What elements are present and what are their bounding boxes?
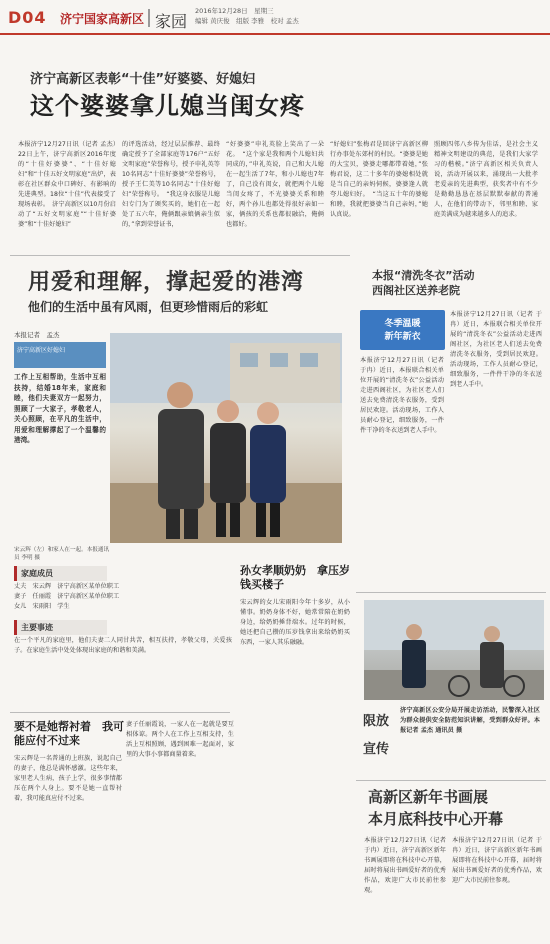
divider (356, 780, 546, 781)
header-divider (148, 9, 150, 27)
police-caption: 济宁高新区公安分局开展走访活动，民警深入社区为群众提供安全防范知识讲解，受到群众好评。本报记者 孟杰 通讯员 摄 (400, 707, 540, 734)
news-body-2: 本报济宁12月27日讯（记者 于冉）近日，济宁高新区新年书画展即将在科技中心开幕，届时将展出书画爱好者的优秀作品，欢迎广大市民前往参观。 (452, 837, 542, 884)
story1-column-3: “好婆婆”申礼英脸上笑出了一朵花。 “这个家是我和两个儿媳妇共同成的，”申礼英说，自己和大儿媳在一起生活了7年，和小儿媳也7年了，自己没有闺女，就把两个儿媳当闺女疼了，不光婆婆关系和睦好，两个孙儿也都处得很好亲如一家，俩孩的关系也都很融洽，俺俩也都好。 (226, 141, 324, 228)
honor-badge (14, 342, 106, 368)
badge-text: 济宁高新区好媳妇 (17, 347, 66, 354)
page-header (0, 0, 550, 34)
members-list (14, 582, 214, 612)
header-meta (195, 6, 299, 26)
story2-headline: 用爱和理解，撑起爱的港湾 (28, 269, 305, 295)
header-rule (0, 33, 550, 35)
news-body-1: 本报济宁12月27日讯（记者 于冉）近日，济宁高新区新年书画展即将在科技中心开幕，届时将展出书画爱好者的优秀作品，欢迎广大市民前往参观。 (364, 837, 446, 894)
sidebar-headline (372, 268, 474, 298)
divider (356, 592, 546, 593)
vertical-label (363, 708, 393, 764)
section-name: 家园 (155, 12, 188, 31)
date-line: 2016年12月28日 星期三 (195, 7, 274, 15)
story2-byline: 本报记者 孟杰 (14, 331, 60, 339)
sub1-title: 要不是她帮衬着 我可能应付不过来 (14, 720, 124, 747)
member-row: 妻子 任丽霞 济宁高新区某单位职工 (14, 593, 120, 600)
sidebar-body-1: 本报济宁12月27日讯（记者 于冉）近日，本报联合相关单位开展的“清洗冬衣”公益活动走进西阁社区，为社区老人们送去免费清洗冬衣服务，受到居民欢迎。活动现场，工作人员耐心登记，细致服务，一件件干净的冬衣送到老人手中。 (360, 357, 444, 434)
divider (10, 712, 230, 713)
brand-name: 济宁国家高新区 (60, 12, 145, 26)
story1-column-2: 的评选活动，经过层层推荐、最终确定授予了全部家庭等176户“五好文明家庭”荣誉称号，授予申礼英等10名同志“十佳好婆婆”荣誉称号，授予王仁美等10名同志“十佳好媳妇”荣誉称号。 “我这身衣服是儿媳妇专门为了颁奖买的，她们在一起处了五六年，俺俩跟亲娘俩亲生似的，”拿到荣誉证书， (122, 141, 220, 228)
deeds-box-title: 主要事迹 (14, 620, 107, 635)
member-row: 丈夫 宋云辉 济宁高新区某单位职工 (14, 583, 120, 590)
family-photo-illustration (110, 333, 342, 543)
sidebar-headline-line: 西阁社区送养老院 (372, 284, 460, 297)
sidebar-body-2: 本报济宁12月27日讯（记者 于冉）近日，本报联合相关单位开展的“清洗冬衣”公益活动走进西阁社区，为社区老人们送去免费清洗冬衣服务，受到居民欢迎。活动现场，工作人员耐心登记，细致服务，一件件干净的冬衣送到老人手中。 (450, 311, 542, 388)
story2-subhead: 他们的生活中虽有风雨，但更珍惜雨后的彩虹 (28, 300, 269, 314)
sidebar-headline-line: 本报“清洗冬衣”活动 (372, 269, 475, 282)
police-photo-illustration (364, 600, 544, 700)
members-box-title: 家庭成员 (14, 566, 107, 581)
sub2-title: 孙女孝顺奶奶 拿压岁钱买楼子 (240, 564, 350, 591)
sub1-body: 宋云辉是一名普通的上班族，说起自己的妻子，他总是满怀感激。这些年来，家里老人生病，孩子上学，很多事情都压在两个人身上。要不是她一直帮衬着，我可能真应付不过来。 (14, 755, 122, 802)
family-photo (110, 333, 342, 543)
news-headline-line: 高新区新年书画展 (368, 788, 489, 806)
editor-line: 编辑 黄庆俊 组版 李雅 校对 孟杰 (195, 17, 299, 25)
sub2-body: 宋云辉的女儿宋雨阳今年十多岁，从小懂事。奶奶身体不好，她常常陪在奶奶身边，给奶奶捶背端水。过年的时候，她还把自己攒的压岁钱拿出来给奶奶买东西，一家人其乐融融。 (240, 599, 350, 646)
story1-column-4: “好媳妇”张梅君是回济宁高新区柳行办事处东郊村的村民。“婆婆是她的大宝贝，婆婆走哪都带着她，”张梅君说，这二十多年的婆媳相处就是当自己的亲妈伺候，婆婆逢人就夸儿媳妇好。 “当这五十年的婆媳和睦，我就把婆婆当自己亲妈，”她认真说。 (330, 141, 428, 218)
story1-column-5: 照顾四邻八乡传为佳话，是社会主义精神文明建设的典范，是我们大家学习的楷模。”济宁高新区相关负责人说，活动开展以来，涌现出一大批孝老爱亲的先进典型，获奖者中有不少是勤勤恳恳在基层默默奉献的普通人，在他们的带动下，邻里和睦、家庭美满成为越来越多人的追求。 (434, 141, 538, 218)
news-headline-line: 本月底科技中心开幕 (368, 810, 504, 828)
photo-caption: 宋云辉（左）和家人在一起。本报通讯员 李明 摄 (14, 547, 110, 561)
story1-column-1: 本报济宁12月27日讯（记者 孟杰）22日上午，济宁高新区2016年度的“十佳好婆婆”、“十佳好媳妇”和“十佳五好文明家庭”出炉，表彰在社区群众中口碑好、有影响的先进典型。18位“十佳”代表接受了现场表彰。 济宁高新区以10月份启动了“五好文明家庭”“十佳好婆婆”和“十佳好媳妇” (18, 141, 116, 228)
deeds-text: 在一个平凡的家庭里，他们夫妻二人同甘共苦，相互扶持，孝敬父母，关爱孩子。在家庭生活中处处体现出家庭的和谐和美满。 (14, 637, 232, 654)
story2-mid-body: 妻子任丽霞说，一家人在一起就是要互相体谅。两个人在工作上互相支持，生活上互相照顾，遇到困难一起面对，家里的大事小事都商量着来。 (126, 721, 234, 758)
promo-line: 新年新衣 (384, 332, 421, 342)
police-photo (364, 600, 544, 700)
story1-kicker: 济宁高新区表彰“十佳”好婆婆、好媳妇 (30, 72, 256, 87)
vertical-label-line: 限放 (363, 714, 390, 729)
promo-line: 冬季温暖 (384, 319, 421, 329)
divider (10, 255, 350, 256)
story2-intro: 工作上互相帮助，生活中互相扶持，结婚18年来，家庭和睦，他们夫妻双方一起努力，照顾了一大家子，孝敬老人，关心照顾，在平凡的生活中，用爱和理解撑起了一个温馨的港湾。 (14, 373, 106, 444)
member-row: 女儿 宋雨阳 学生 (14, 603, 70, 610)
vertical-label-line: 宣传 (363, 742, 390, 757)
news-headline (368, 786, 503, 830)
story1-headline: 这个婆婆拿儿媳当闺女疼 (30, 91, 305, 120)
page-number: D04 (8, 8, 47, 27)
promo-graphic (360, 310, 445, 350)
